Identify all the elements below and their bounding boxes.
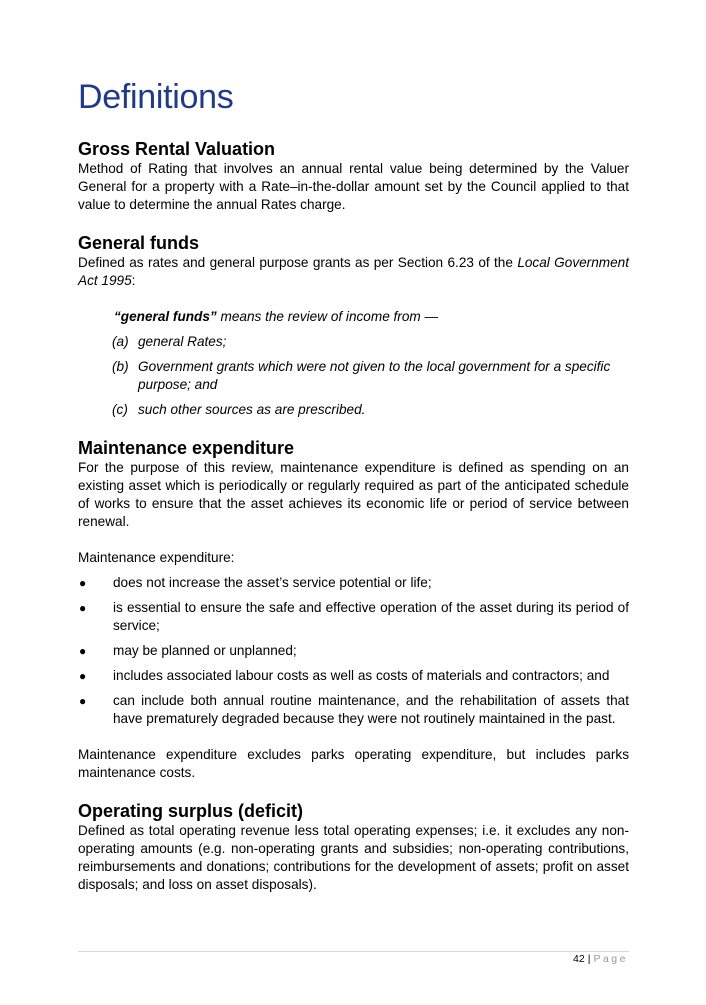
page-content [78, 74, 629, 894]
list-item-text: such other sources as are prescribed. [138, 402, 366, 417]
list-item-label: (b) [112, 359, 129, 374]
bullet-text: can include both annual routine maintenance, and the rehabilitation of assets that have prematurely degraded because they were not routinely maintained in the past. [113, 693, 629, 726]
bullet-item [78, 667, 629, 685]
body-text: Defined as rates and general purpose grants as per Section 6.23 of the [78, 255, 518, 270]
bullet-text: does not increase the asset’s service potential or life; [113, 575, 432, 590]
definition-text: means the review of income from — [216, 309, 439, 324]
bullet-icon: ● [79, 644, 87, 658]
section-maintenance-expenditure [78, 437, 629, 782]
page-number: 42 [573, 953, 585, 965]
list-item [112, 358, 629, 394]
list-item-text: general Rates; [138, 334, 227, 349]
bullet-list [78, 574, 629, 728]
section-gross-rental-valuation [78, 138, 629, 214]
definition-list [112, 333, 629, 419]
act-name: Local Government Act 1995 [78, 255, 629, 288]
bullet-icon: ● [79, 694, 87, 708]
bullet-icon: ● [79, 576, 87, 590]
list-item [112, 333, 629, 351]
list-item-label: (c) [112, 402, 128, 417]
bullet-item [78, 692, 629, 728]
section-general-funds [78, 232, 629, 419]
footer-divider [78, 951, 629, 952]
bullet-item [78, 574, 629, 592]
bullet-icon: ● [79, 601, 87, 615]
footer-separator: | [587, 953, 591, 965]
list-item [112, 401, 629, 419]
bullet-item [78, 642, 629, 660]
section-heading: Operating surplus (deficit) [78, 801, 304, 821]
section-heading: Maintenance expenditure [78, 438, 295, 458]
page-label: Page [593, 953, 628, 965]
list-item-label: (a) [112, 334, 129, 349]
section-heading: General funds [78, 233, 200, 253]
page-title: Definitions [78, 78, 234, 116]
section-closing: Maintenance expenditure excludes parks operating expenditure, but includes parks maintenance costs. [78, 747, 629, 780]
bullet-item [78, 599, 629, 635]
section-body [78, 254, 629, 290]
bullet-icon: ● [79, 669, 87, 683]
list-item-text: Government grants which were not given to the local government for a specific purpose; and [138, 359, 611, 392]
section-operating-surplus [78, 800, 629, 894]
section-body: Defined as total operating revenue less total operating expenses; i.e. it excludes any non-operating amounts (e.g. non-operating grants and subsidies; non-operating contributions, reimbursements and donations; contributions for the development of assets; profit on asset disposals; and loss on asset disposals). [78, 823, 629, 892]
section-body: For the purpose of this review, maintenance expenditure is defined as spending on an existing asset which is periodically or regularly required as part of the anticipated schedule of works to ensure that the asset achieves its economic life or period of service between renewal. [78, 460, 629, 529]
list-lead: Maintenance expenditure: [78, 550, 235, 565]
defined-term: “general funds” [114, 309, 217, 324]
bullet-text: may be planned or unplanned; [113, 643, 297, 658]
bullet-text: includes associated labour costs as well as costs of materials and contractors; and [113, 668, 610, 683]
section-body: Method of Rating that involves an annual rental value being determined by the Valuer General for a property with a Rate–in-the-dollar amount set by the Council applied to that value to determine the annual Rates charge. [78, 161, 629, 212]
body-text-end: : [131, 273, 136, 288]
section-heading: Gross Rental Valuation [78, 139, 276, 159]
page-footer [573, 953, 628, 965]
bullet-text: is essential to ensure the safe and effective operation of the asset during its period of service; [113, 600, 629, 633]
definition-quote [114, 308, 629, 326]
